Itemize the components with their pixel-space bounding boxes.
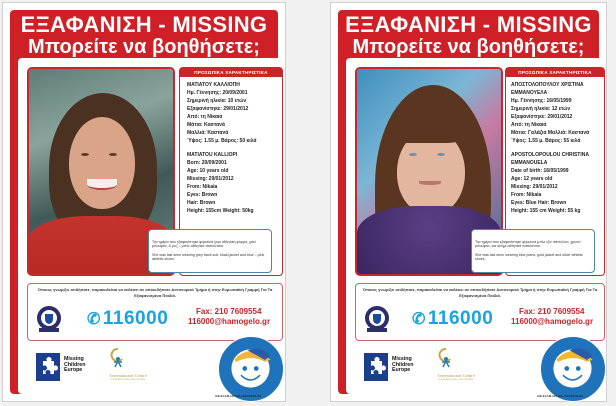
- detail-line: Age: 12 years old: [511, 176, 553, 182]
- poster-content: [346, 58, 599, 398]
- detail-line: From: Nikaia: [511, 192, 542, 198]
- smile-of-the-child-logo: [218, 336, 284, 402]
- detail-line: Σημερινή ηλικία: 10 ετών: [187, 98, 247, 104]
- clothing-description: [148, 229, 272, 273]
- detail-line: Eyes: Brown: [187, 192, 218, 198]
- smile-of-the-child-logo: [540, 336, 606, 402]
- fax-number: Fax: 210 7609554: [196, 307, 262, 316]
- hotline-number[interactable]: ✆ 116000: [87, 308, 169, 329]
- missing-poster-left: [2, 2, 286, 402]
- detail-line: Eyes: Blue Hair: Brown: [511, 200, 567, 206]
- detail-line: EMMANOUELA: [511, 160, 548, 166]
- contact-instructions: Όποιος γνωρίζει οτιδήποτε, παρακαλείται να καλέσει σε οποιοδήποτε Αστυνομικό Τμήμα ή στην Ευρωπαϊκή Γραμμή Για Τα Εξαφανισμένα Παιδιά.: [37, 287, 273, 298]
- details-header: ΠΡΟΣΩΠΙΚΑ ΧΑΡΑΚΤΗΡΙΣΤΙΚΑ: [506, 68, 604, 77]
- detail-line: Missing: 29/01/2012: [511, 184, 558, 190]
- detail-line: MATIATOU KALLIOPI: [187, 152, 238, 158]
- detail-line: Date of birth: 16/05/1999: [511, 168, 569, 174]
- international-centre-label: International Centre: [438, 373, 475, 378]
- poster-content: [18, 58, 278, 398]
- title-can-you-help: Μπορείτε να βοηθήσετε;: [28, 36, 260, 58]
- contact-fax-email: [188, 307, 270, 327]
- clothing-description: [471, 229, 595, 273]
- missing-poster-right: [330, 2, 607, 402]
- poster-red-frame: [338, 10, 599, 398]
- title-can-you-help: Μπορείτε να βοηθήσετε;: [352, 36, 585, 58]
- details-header: ΠΡΟΣΩΠΙΚΑ ΧΑΡΑΚΤΗΡΙΣΤΙΚΑ: [180, 68, 282, 77]
- contact-box: [355, 283, 605, 341]
- detail-line: Σημερινή ηλικία: 12 ετών: [511, 106, 571, 112]
- detail-line: ΑΠΟΣΤΟΛΟΠΟΥΛΟΥ ΧΡΙΣΤΙΝΑ: [511, 82, 584, 88]
- poster-red-frame: [10, 10, 278, 398]
- clothing-english: She was last seen wearing grey track suit, khaki jacket and blue – pink athletic shoes.: [152, 252, 265, 261]
- smiling-child-face-icon: [541, 337, 604, 400]
- international-centre-logo-icon: [438, 347, 454, 369]
- phone-icon: ✆: [87, 311, 101, 328]
- hotline-number[interactable]: ✆ 116000: [412, 308, 494, 329]
- mce-label: Missing Children Europe: [64, 356, 86, 374]
- detail-line: Hair: Brown: [187, 200, 216, 206]
- reference-code: ΑΦ.ΕΞΑΦ./ΑΡ.ΑΝ./134/31/01/12: [537, 394, 584, 398]
- international-centre-subtitle: FOR MISSING & EXPLOITED CHILDREN: [111, 379, 145, 381]
- detail-line: ΕΜΜΑΝΟΥΕΛΑ: [511, 90, 548, 96]
- clothing-greek: Την ημέρα που εξαφανίστηκε φορούσε μπλε τζιν παντελόνι, χρυσό μπουφάν, και ασημί αθλητικά παπούτσια.: [475, 240, 581, 249]
- detail-line: Μάτια: Καστανά: [187, 122, 225, 128]
- contact-instructions: Όποιος γνωρίζει οτιδήποτε, παρακαλείται να καλέσει σε οποιοδήποτε Αστυνομικό Τμήμα ή στην Ευρωπαϊκή Γραμμή Για Τα Εξαφανισμένα Παιδιά.: [362, 287, 598, 298]
- detail-line: Missing: 29/01/2012: [187, 176, 234, 182]
- detail-line: Ύψος: 1.55 μ. Βάρος: 50 κιλά: [187, 138, 257, 144]
- mce-label: Missing Children Europe: [392, 356, 414, 374]
- email-link[interactable]: 116000@hamogelo.gr: [511, 317, 594, 326]
- phone-icon: ✆: [412, 311, 426, 328]
- detail-line: Εξαφανίστηκε: 29/01/2012: [187, 106, 249, 112]
- clothing-greek: Την ημέρα που εξαφανίστηκε φορούσε γκρι αθλητική φόρμα, χακί μπουφάν, & ροζ – μπλε αθλητικά παπούτσια.: [152, 240, 256, 249]
- smiling-child-face-icon: [219, 337, 282, 400]
- detail-line: APOSTOLOPOULOU CHRISTINA: [511, 152, 589, 158]
- poster-title: [10, 10, 278, 58]
- international-centre-label: International Centre: [110, 373, 147, 378]
- contact-box: [27, 283, 283, 341]
- clothing-english: She was last seen wearing blue jeans, gold jacket and silver athletic shoes.: [475, 252, 584, 261]
- detail-line: Μάτια: Γαλάζια Μαλλιά: Καστανά: [511, 130, 590, 136]
- detail-line: Μαλλιά: Καστανά: [187, 130, 229, 136]
- detail-line: Age: 10 years old: [187, 168, 229, 174]
- poster-title: [338, 10, 599, 58]
- international-centre-logo-icon: [110, 347, 126, 369]
- contact-fax-email: [511, 307, 593, 327]
- international-centre-subtitle: FOR MISSING & EXPLOITED CHILDREN: [439, 379, 473, 381]
- detail-line: Εξαφανίστηκε: 29/01/2012: [511, 114, 573, 120]
- detail-line: Από: τη Νίκαια: [511, 122, 547, 128]
- detail-line: Ύψος: 1.55 μ. Βάρος: 55 κιλά: [511, 138, 581, 144]
- title-missing: ΕΞΑΦΑΝΙΣΗ - MISSING: [20, 12, 268, 37]
- missing-children-europe-logo-icon: [36, 353, 60, 381]
- detail-line: Born: 20/09/2001: [187, 160, 227, 166]
- hellenic-police-emblem-icon: [364, 304, 390, 334]
- detail-line: Ημ. Γέννησης: 20/09/2001: [187, 90, 248, 96]
- detail-line: Από: τη Νίκαια: [187, 114, 223, 120]
- fax-number: Fax: 210 7609554: [519, 307, 585, 316]
- detail-line: Height: 155 cm Weight: 55 kg: [511, 208, 581, 214]
- detail-line: Height: 155cm Weight: 50kg: [187, 208, 254, 214]
- title-missing: ΕΞΑΦΑΝΙΣΗ - MISSING: [345, 12, 592, 37]
- reference-code: ΑΦ.ΕΞΑΦ./ΑΡ.ΑΝ./133/31/01/12: [215, 394, 262, 398]
- detail-line: From: Nikaia: [187, 184, 218, 190]
- hellenic-police-emblem-icon: [36, 304, 62, 334]
- detail-line: Ημ. Γέννησης: 16/05/1999: [511, 98, 572, 104]
- detail-line: ΜΑΤΙΑΤΟΥ ΚΑΛΛΙΟΠΗ: [187, 82, 240, 88]
- missing-children-europe-logo-icon: [364, 353, 388, 381]
- email-link[interactable]: 116000@hamogelo.gr: [188, 317, 271, 326]
